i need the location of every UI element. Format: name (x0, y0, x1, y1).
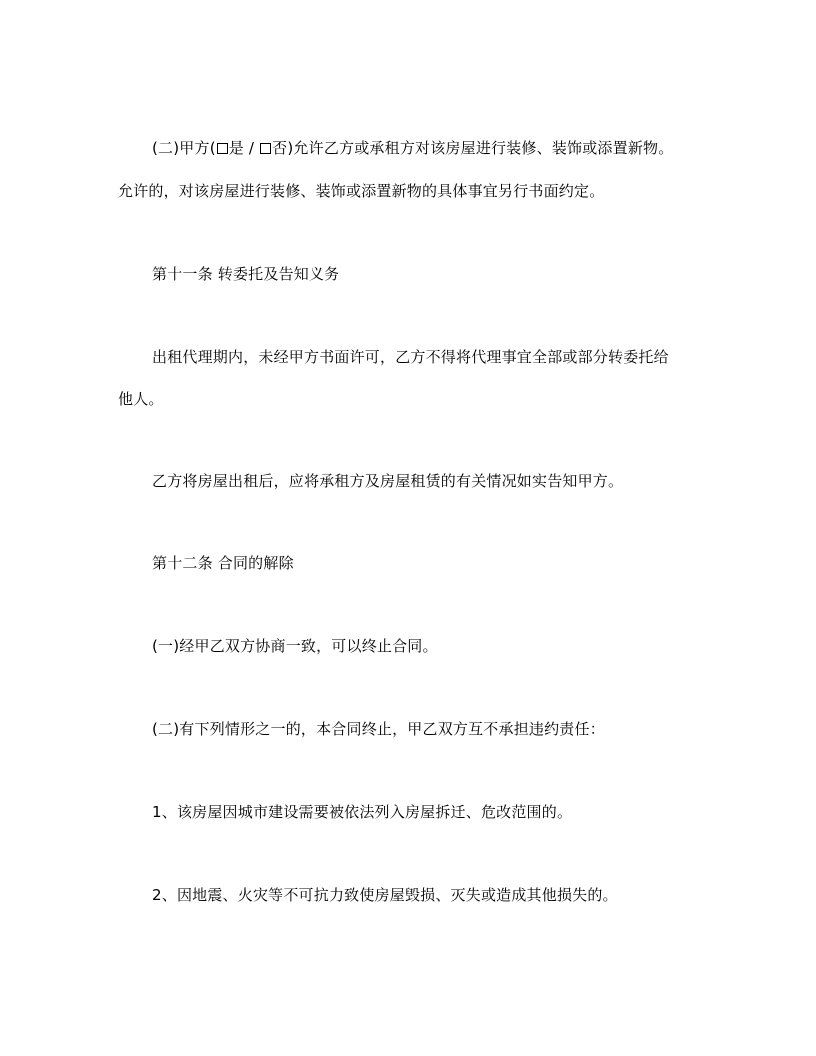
paragraph-decoration-permission (152, 138, 673, 158)
article-12-item-2: 2、因地震、火灾等不可抗力致使房屋毁损、灭失或造成其他损失的。 (152, 886, 618, 904)
article-11-paragraph-2: 乙方将房屋出租后，应将承租方及房屋租赁的有关情况如实告知甲方。 (152, 472, 624, 490)
option-yes-label: 是 (228, 139, 244, 157)
article-11-paragraph-1-line-1: 出租代理期内，未经甲方书面许可，乙方不得将代理事宜全部或部分转委托给 (152, 348, 669, 366)
article-12-item-1: 1、该房屋因城市建设需要被依法列入房屋拆迁、危改范围的。 (152, 803, 573, 821)
article-12-heading: 第十二条 合同的解除 (152, 554, 294, 572)
option-separator: / (243, 139, 260, 157)
article-12-paragraph-2: (二)有下列情形之一的，本合同终止，甲乙双方互不承担违约责任： (152, 720, 605, 738)
checkbox-no-icon (260, 143, 271, 154)
article-12-paragraph-1: (一)经甲乙双方协商一致，可以终止合同。 (152, 637, 438, 655)
paragraph-suffix: )允许乙方或承租方对该房屋进行装修、装饰或添置新物。 (287, 139, 674, 157)
checkbox-yes-icon (217, 143, 228, 154)
article-11-paragraph-1-line-2: 他人。 (118, 390, 164, 408)
option-no-label: 否 (272, 139, 288, 157)
paragraph-decoration-continuation: 允许的，对该房屋进行装修、装饰或添置新物的具体事宜另行书面约定。 (118, 182, 605, 200)
article-11-heading: 第十一条 转委托及告知义务 (152, 265, 340, 283)
paragraph-prefix: (二)甲方( (152, 139, 216, 157)
